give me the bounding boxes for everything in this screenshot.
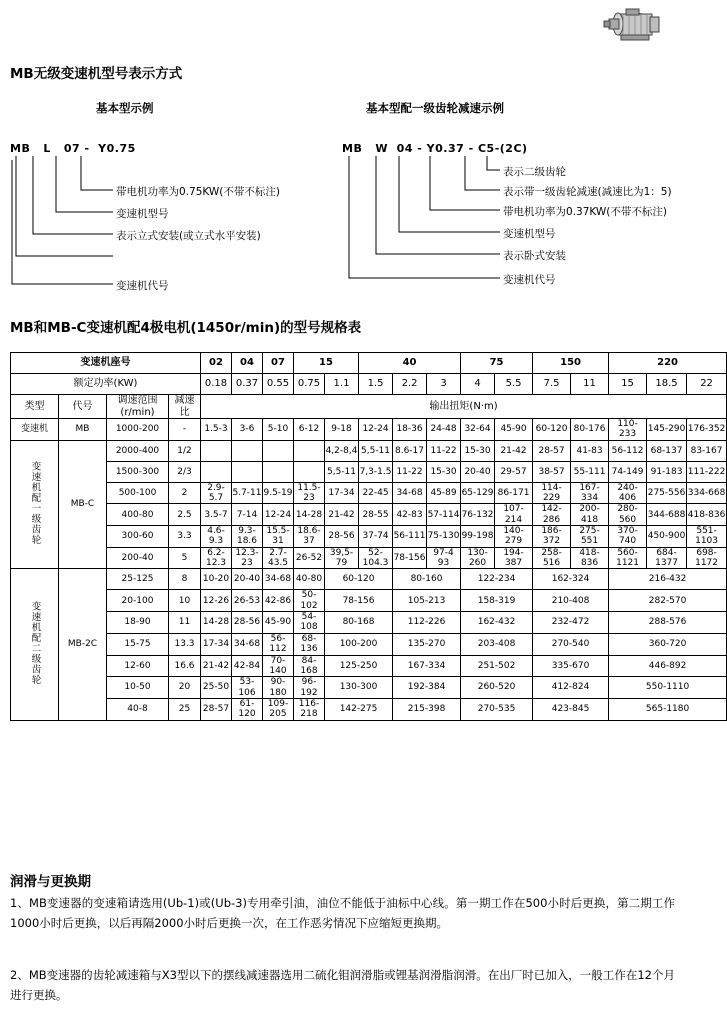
cell-torque: 41-83 [571, 440, 609, 461]
cell-power: 5.5 [495, 374, 533, 395]
cell-torque: 203-408 [461, 633, 533, 655]
cell-torque: 29-57 [495, 461, 533, 482]
cell-power: 3 [427, 374, 461, 395]
cell-ratio: 20 [169, 677, 201, 699]
cell-head-code: 代号 [59, 395, 107, 419]
table-row [11, 374, 727, 395]
spec-table [10, 352, 727, 721]
cell-torque: 167-334 [571, 482, 609, 504]
cell-speed-range: 500-100 [107, 482, 169, 504]
cell-torque: 21-42 [201, 655, 232, 677]
cell-torque: 215-398 [393, 698, 461, 720]
table-row [11, 526, 727, 548]
cell-torque: 20-40 [461, 461, 495, 482]
cell-power: 0.55 [263, 374, 294, 395]
annotation-left-4: 变速机代号 [116, 280, 169, 292]
cell-torque: 258-516 [533, 547, 571, 569]
cell-group-label: 变速机配一级齿轮 [11, 440, 59, 569]
cell-torque: 7,3-1.5 [359, 461, 393, 482]
cell-torque [201, 461, 232, 482]
cell-torque: 78-156 [393, 547, 427, 569]
annotation-right-1: 表示二级齿轮 [503, 166, 566, 178]
cell-torque: 42-84 [232, 655, 263, 677]
cell-torque: 56-111 [393, 526, 427, 548]
cell-torque: 70-140 [263, 655, 294, 677]
cell-torque: 423-845 [533, 698, 609, 720]
cell-torque: 12-26 [201, 590, 232, 612]
section-title-model-designation: MB无级变速机型号表示方式 [10, 66, 183, 82]
cell-frame: 02 [201, 353, 232, 374]
cell-torque: 60-120 [533, 419, 571, 441]
table-row [11, 419, 727, 441]
cell-torque [232, 461, 263, 482]
cell-torque: 107-214 [495, 504, 533, 526]
cell-ratio: 16.6 [169, 655, 201, 677]
cell-ratio: 5 [169, 547, 201, 569]
cell-ratio: 13.3 [169, 633, 201, 655]
cell-torque: 251-502 [461, 655, 533, 677]
cell-torque: 176-352 [687, 419, 727, 441]
subheading-basic-example: 基本型示例 [96, 101, 154, 115]
cell-torque: 216-432 [609, 569, 727, 590]
cell-torque: 270-540 [533, 633, 609, 655]
cell-head-type: 类型 [11, 395, 59, 419]
cell-torque: 84-168 [294, 655, 325, 677]
cell-torque: 4.6-9.3 [201, 526, 232, 548]
table-row [11, 633, 727, 655]
cell-torque: 25-50 [201, 677, 232, 699]
cell-torque: 37-74 [359, 526, 393, 548]
cell-torque: 210-408 [533, 590, 609, 612]
cell-ratio: 2 [169, 482, 201, 504]
cell-torque: 100-200 [325, 633, 393, 655]
cell-torque: 21-42 [495, 440, 533, 461]
cell-torque: 26-53 [232, 590, 263, 612]
cell-torque: 45-89 [427, 482, 461, 504]
cell-speed-range: 10-50 [107, 677, 169, 699]
cell-ratio: 11 [169, 612, 201, 634]
cell-torque: 9-18 [325, 419, 359, 441]
cell-torque: 7-14 [232, 504, 263, 526]
cell-torque: 142-275 [325, 698, 393, 720]
cell-torque: 418-836 [571, 547, 609, 569]
cell-torque: 50-102 [294, 590, 325, 612]
annotation-left-2: 变速机型号 [116, 208, 169, 220]
cell-torque: 110-233 [609, 419, 647, 441]
cell-torque: 15-30 [427, 461, 461, 482]
cell-torque: 61-120 [232, 698, 263, 720]
table-row [11, 612, 727, 634]
cell-torque: 83-167 [687, 440, 727, 461]
cell-head-torque: 输出扭矩(N·m) [201, 395, 727, 419]
cell-torque: 192-384 [393, 677, 461, 699]
cell-ratio: 2/3 [169, 461, 201, 482]
cell-frame: 04 [232, 353, 263, 374]
cell-torque: 12-24 [263, 504, 294, 526]
cell-torque: 53-106 [232, 677, 263, 699]
cell-torque: 11.5-23 [294, 482, 325, 504]
cell-torque: 86-171 [495, 482, 533, 504]
cell-torque: 60-120 [325, 569, 393, 590]
cell-torque: 32-64 [461, 419, 495, 441]
cell-torque: 10-20 [201, 569, 232, 590]
cell-torque: 28-55 [359, 504, 393, 526]
cell-power: 22 [687, 374, 727, 395]
cell-torque: 96-192 [294, 677, 325, 699]
section-title-spec-table: MB和MB-C变速机配4极电机(1450r/min)的型号规格表 [10, 320, 362, 336]
cell-torque: 116-218 [294, 698, 325, 720]
cell-torque: 260-520 [461, 677, 533, 699]
cell-group-code: MB-2C [59, 569, 107, 720]
annotation-right-3: 带电机功率为0.37KW(不带不标注) [503, 206, 667, 218]
table-row [11, 461, 727, 482]
cell-torque: 39,5-79 [325, 547, 359, 569]
cell-torque: 12-24 [359, 419, 393, 441]
cell-torque: 20-40 [232, 569, 263, 590]
cell-torque: 1.5-3 [201, 419, 232, 441]
cell-ratio: 1/2 [169, 440, 201, 461]
cell-torque: 9.5-19 [263, 482, 294, 504]
paragraph-lubrication-1: 1、MB变速器的变速箱请选用(Ub-1)或(Ub-3)专用牵引油，油位不能低于油标中心线。第一期工作在500小时后更换，第二期工作1000小时后更换，以后再隔2000小时后更换一次，在工作恶劣情况下应缩短更换期。 [10, 896, 675, 930]
cell-speed-range: 1500-300 [107, 461, 169, 482]
cell-torque: 15.5-31 [263, 526, 294, 548]
table-row [11, 440, 727, 461]
annotation-left-1: 带电机功率为0.75KW(不带不标注) [116, 186, 280, 198]
cell-power: 18.5 [647, 374, 687, 395]
cell-torque: 270-535 [461, 698, 533, 720]
cell-power-label: 额定功率(KW) [11, 374, 201, 395]
spec-table-wrapper [10, 352, 726, 721]
cell-torque: 68-137 [647, 440, 687, 461]
model-code-left: MB L 07 - Y0.75 [10, 142, 136, 155]
cell-torque: 75-130 [427, 526, 461, 548]
cell-torque: 76-132 [461, 504, 495, 526]
cell-torque: 344-688 [647, 504, 687, 526]
table-row [11, 698, 727, 720]
cell-torque: 99-198 [461, 526, 495, 548]
cell-torque: 42-83 [393, 504, 427, 526]
cell-torque: 18.6-37 [294, 526, 325, 548]
cell-torque: 167-334 [393, 655, 461, 677]
cell-torque: 122-234 [461, 569, 533, 590]
cell-speed-range: 18-90 [107, 612, 169, 634]
annotation-left-3: 表示立式安装(或立式水平安装) [116, 230, 261, 242]
cell-torque [263, 461, 294, 482]
cell-torque: 56-112 [609, 440, 647, 461]
cell-torque: 5.7-11 [232, 482, 263, 504]
cell-torque: 4,2-8,4 [325, 440, 359, 461]
table-row [11, 569, 727, 590]
cell-power: 4 [461, 374, 495, 395]
cell-torque: 3.5-7 [201, 504, 232, 526]
cell-torque: 114-229 [533, 482, 571, 504]
table-row [11, 353, 727, 374]
cell-torque: 11-22 [393, 461, 427, 482]
cell-ratio: 8 [169, 569, 201, 590]
cell-power: 2.2 [393, 374, 427, 395]
cell-torque: 698-1172 [687, 547, 727, 569]
cell-power: 1.5 [359, 374, 393, 395]
cell-torque: 125-250 [325, 655, 393, 677]
annotation-right-2: 表示带一级齿轮减速(减速比为1：5) [503, 186, 672, 198]
cell-torque: 135-270 [393, 633, 461, 655]
cell-group-label: 变速机配二级齿轮 [11, 569, 59, 720]
cell-torque: 80-176 [571, 419, 609, 441]
cell-torque: 446-892 [609, 655, 727, 677]
cell-torque: 5-10 [263, 419, 294, 441]
cell-speed-range: 25-125 [107, 569, 169, 590]
table-row [11, 547, 727, 569]
cell-torque: 280-560 [609, 504, 647, 526]
cell-power: 0.18 [201, 374, 232, 395]
table-row [11, 677, 727, 699]
cell-torque: 26-52 [294, 547, 325, 569]
cell-torque: 2.7-43.5 [263, 547, 294, 569]
model-code-right: MB W 04 - Y0.37 - C5-(2C) [342, 142, 528, 155]
cell-torque: 5,5-11 [359, 440, 393, 461]
cell-torque: 28-56 [232, 612, 263, 634]
cell-torque: 65-129 [461, 482, 495, 504]
cell-head-speed: 调速范围 (r/min) [107, 395, 169, 419]
cell-torque: 28-56 [325, 526, 359, 548]
cell-speed-range: 200-40 [107, 547, 169, 569]
paragraph-lubrication-2: 2、MB变速器的齿轮减速箱与X3型以下的摆线减速器选用二硫化钼润滑脂或锂基润滑脂润滑。在出厂时已加入，一般工作在12个月进行更换。 [10, 968, 675, 1002]
cell-speed-range: 20-100 [107, 590, 169, 612]
cell-torque: 97-4 93 [427, 547, 461, 569]
cell-torque: 45-90 [495, 419, 533, 441]
cell-torque: 8.6-17 [393, 440, 427, 461]
cell-torque: 162-324 [533, 569, 609, 590]
cell-torque: 551-1103 [687, 526, 727, 548]
cell-torque: 3-6 [232, 419, 263, 441]
cell-speed-range: 2000-400 [107, 440, 169, 461]
cell-torque: 22-45 [359, 482, 393, 504]
cell-torque: 560-1121 [609, 547, 647, 569]
table-row [11, 395, 727, 419]
cell-torque: 45-90 [263, 612, 294, 634]
cell-torque [294, 461, 325, 482]
annotation-right-5: 表示卧式安装 [503, 250, 566, 262]
cell-torque: 6-12 [294, 419, 325, 441]
cell-torque [294, 440, 325, 461]
cell-torque: 17-34 [325, 482, 359, 504]
cell-speed-range: 400-80 [107, 504, 169, 526]
cell-torque: 80-160 [393, 569, 461, 590]
subheading-gear-example: 基本型配一级齿轮减速示例 [366, 101, 504, 115]
cell-frame: 220 [609, 353, 727, 374]
cell-group-code: MB-C [59, 440, 107, 569]
cell-torque: 142-286 [533, 504, 571, 526]
cell-frame: 40 [359, 353, 461, 374]
cell-torque: 140-279 [495, 526, 533, 548]
cell-torque: 55-111 [571, 461, 609, 482]
cell-torque [201, 440, 232, 461]
cell-torque: 14-28 [201, 612, 232, 634]
cell-torque: 52-104.3 [359, 547, 393, 569]
cell-torque: 240-406 [609, 482, 647, 504]
cell-torque: 5,5-11 [325, 461, 359, 482]
cell-torque: 11-22 [427, 440, 461, 461]
cell-torque: 34-68 [393, 482, 427, 504]
cell-frame: 150 [533, 353, 609, 374]
cell-torque: 200-418 [571, 504, 609, 526]
cell-torque: 450-900 [647, 526, 687, 548]
cell-torque: 130-300 [325, 677, 393, 699]
cell-torque: 130-260 [461, 547, 495, 569]
cell-speed-range: 300-60 [107, 526, 169, 548]
motor-illustration-icon [599, 8, 669, 50]
cell-torque: 109-205 [263, 698, 294, 720]
cell-head-ratio: 减速 比 [169, 395, 201, 419]
cell-torque: 684-1377 [647, 547, 687, 569]
cell-ratio: - [169, 419, 201, 441]
table-row [11, 655, 727, 677]
cell-torque: 68-136 [294, 633, 325, 655]
section-title-lubrication: 润滑与更换期 [10, 874, 91, 890]
cell-torque: 334-668 [687, 482, 727, 504]
cell-speed-range: 12-60 [107, 655, 169, 677]
cell-frame: 07 [263, 353, 294, 374]
cell-torque: 56-112 [263, 633, 294, 655]
cell-torque: 17-34 [201, 633, 232, 655]
cell-torque: 112-226 [393, 612, 461, 634]
cell-torque: 54-108 [294, 612, 325, 634]
cell-torque: 14-28 [294, 504, 325, 526]
table-row [11, 590, 727, 612]
cell-torque: 40-80 [294, 569, 325, 590]
cell-power: 0.75 [294, 374, 325, 395]
cell-torque: 275-551 [571, 526, 609, 548]
cell-ratio: 25 [169, 698, 201, 720]
cell-speed-range: 40-8 [107, 698, 169, 720]
cell-group-label: 变速机 [11, 419, 59, 441]
cell-torque: 6.2-12.3 [201, 547, 232, 569]
cell-torque: 158-319 [461, 590, 533, 612]
cell-torque: 162-432 [461, 612, 533, 634]
cell-torque: 42-86 [263, 590, 294, 612]
cell-torque: 194-387 [495, 547, 533, 569]
cell-torque: 9.3-18.6 [232, 526, 263, 548]
cell-power: 11 [571, 374, 609, 395]
cell-frame: 15 [294, 353, 359, 374]
cell-torque: 34-68 [263, 569, 294, 590]
cell-torque: 335-670 [533, 655, 609, 677]
cell-torque: 370-740 [609, 526, 647, 548]
cell-power: 1.1 [325, 374, 359, 395]
cell-torque: 80-168 [325, 612, 393, 634]
table-row [11, 504, 727, 526]
cell-ratio: 2.5 [169, 504, 201, 526]
cell-torque: 74-149 [609, 461, 647, 482]
cell-torque: 232-472 [533, 612, 609, 634]
cell-torque: 57-114 [427, 504, 461, 526]
cell-torque: 565-1180 [609, 698, 727, 720]
cell-torque: 275-556 [647, 482, 687, 504]
cell-torque: 18-36 [393, 419, 427, 441]
cell-torque: 288-576 [609, 612, 727, 634]
cell-torque: 90-180 [263, 677, 294, 699]
cell-ratio: 10 [169, 590, 201, 612]
cell-torque: 418-836 [687, 504, 727, 526]
cell-power: 7.5 [533, 374, 571, 395]
cell-frame: 75 [461, 353, 533, 374]
cell-torque: 360-720 [609, 633, 727, 655]
cell-torque: 28-57 [201, 698, 232, 720]
cell-torque: 145-290 [647, 419, 687, 441]
table-row [11, 482, 727, 504]
cell-torque: 15-30 [461, 440, 495, 461]
annotation-right-6: 变速机代号 [503, 274, 556, 286]
cell-power: 15 [609, 374, 647, 395]
cell-torque: 91-183 [647, 461, 687, 482]
cell-torque: 111-222 [687, 461, 727, 482]
cell-torque: 34-68 [232, 633, 263, 655]
cell-torque: 38-57 [533, 461, 571, 482]
cell-torque [232, 440, 263, 461]
cell-group-code: MB [59, 419, 107, 441]
cell-torque: 21-42 [325, 504, 359, 526]
cell-torque: 550-1110 [609, 677, 727, 699]
cell-torque: 412-824 [533, 677, 609, 699]
annotation-right-4: 变速机型号 [503, 228, 556, 240]
cell-torque: 24-48 [427, 419, 461, 441]
cell-torque: 12.3-23 [232, 547, 263, 569]
cell-ratio: 3.3 [169, 526, 201, 548]
cell-torque: 2.9-5.7 [201, 482, 232, 504]
cell-speed-range: 1000-200 [107, 419, 169, 441]
cell-speed-range: 15-75 [107, 633, 169, 655]
cell-frame-label: 变速机座号 [11, 353, 201, 374]
cell-torque: 78-156 [325, 590, 393, 612]
cell-torque [263, 440, 294, 461]
cell-torque: 282-570 [609, 590, 727, 612]
cell-torque: 105-213 [393, 590, 461, 612]
cell-power: 0.37 [232, 374, 263, 395]
cell-torque: 28-57 [533, 440, 571, 461]
cell-torque: 186-372 [533, 526, 571, 548]
